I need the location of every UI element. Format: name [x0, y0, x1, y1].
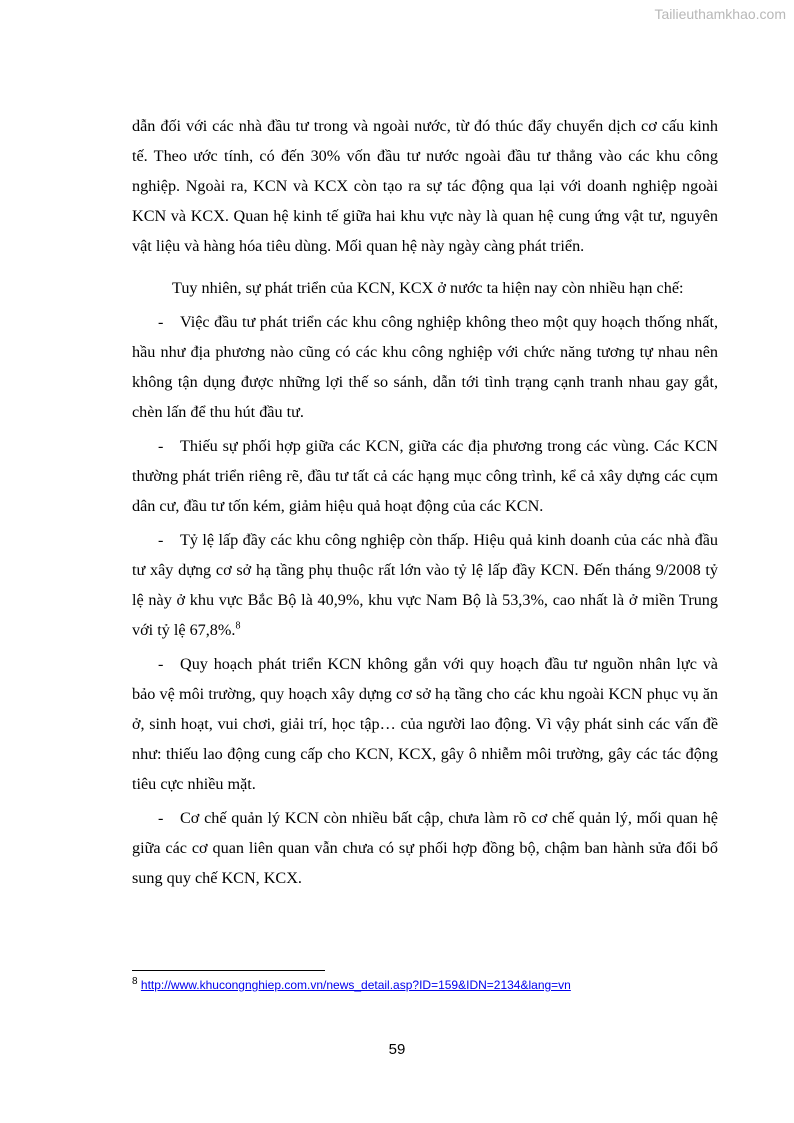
bullet-dash: - [158, 809, 164, 827]
bullet-dash: - [158, 655, 164, 673]
paragraph: dẫn đối với các nhà đầu tư trong và ngoài nước, từ đó thúc đẩy chuyển dịch cơ cấu kinh tế. Theo ước tính, có đến 30% vốn đầu tư nước ngoài đầu tư thẳng vào các khu công nghiệp. Ngoài ra, KCN và KCX còn tạo ra sự tác động qua lại với doanh nghiệp ngoài KCN và KCX. Quan hệ kinh tế giữa hai khu vực này là quan hệ cung ứng vật tư, nguyên vật liệu và hàng hóa tiêu dùng. Mối quan hệ này ngày càng phát triển. [132, 117, 718, 255]
footnote-number: 8 [132, 976, 138, 987]
bullet-item [132, 525, 718, 645]
bullet-item [132, 649, 718, 799]
paragraph: Tuy nhiên, sự phát triển của KCN, KCX ở nước ta hiện nay còn nhiều hạn chế: [172, 279, 684, 297]
footnote-link[interactable]: http://www.khucongnghiep.com.vn/news_detail.asp?ID=159&IDN=2134&lang=vn [140, 978, 571, 992]
bullet-text: Thiếu sự phối hợp giữa các KCN, giữa các địa phương trong các vùng. Các KCN thường phát triển riêng rẽ, đầu tư tất cả các hạng mục công trình, kể cả xây dựng các cụm dân cư, đầu tư tốn kém, giảm hiệu quả hoạt động của các KCN. [132, 437, 718, 515]
bullet-dash: - [158, 313, 164, 331]
footnote-ref[interactable]: 8 [235, 620, 241, 632]
bullet-text: Cơ chế quản lý KCN còn nhiều bất cập, chưa làm rõ cơ chế quản lý, mối quan hệ giữa các cơ quan liên quan vẫn chưa có sự phối hợp đồng bộ, chậm ban hành sửa đổi bổ sung quy chế KCN, KCX. [132, 809, 718, 887]
bullet-dash: - [158, 437, 164, 455]
bullet-text: Việc đầu tư phát triển các khu công nghiệp không theo một quy hoạch thống nhất, hầu như địa phương nào cũng có các khu công nghiệp với chức năng tương tự nhau nên không tận dụng được những lợi thế so sánh, dẫn tới tình trạng cạnh tranh nhau gay gắt, chèn lấn để thu hút đầu tư. [132, 313, 718, 421]
bullet-item [132, 431, 718, 521]
bullet-item [132, 803, 718, 893]
page-number: 59 [388, 1041, 406, 1058]
watermark: Tailieuthamkhao.com [654, 6, 786, 22]
bullet-dash: - [158, 531, 164, 549]
footnote [132, 978, 571, 992]
bullet-item [132, 307, 718, 427]
bullet-text: Tỷ lệ lấp đầy các khu công nghiệp còn thấp. Hiệu quả kinh doanh của các nhà đầu tư xây dựng cơ sở hạ tầng phụ thuộc rất lớn vào tỷ lệ lấp đầy KCN. Đến tháng 9/2008 tỷ lệ này ở khu vực Bắc Bộ là 40,9%, khu vực Nam Bộ là 53,3%, cao nhất là ở miền Trung với tỷ lệ 67,8%. [132, 531, 718, 639]
document-body [132, 111, 718, 893]
footnote-separator [132, 970, 325, 971]
bullet-text: Quy hoạch phát triển KCN không gắn với quy hoạch đầu tư nguồn nhân lực và bảo vệ môi trường, quy hoạch xây dựng cơ sở hạ tầng cho các khu ngoài KCN phục vụ ăn ở, sinh hoạt, vui chơi, giải trí, học tập… của người lao động. Vì vậy phát sinh các vấn đề như: thiếu lao động cung cấp cho KCN, KCX, gây ô nhiễm môi trường, gây các tác động tiêu cực nhiều mặt. [132, 655, 718, 793]
